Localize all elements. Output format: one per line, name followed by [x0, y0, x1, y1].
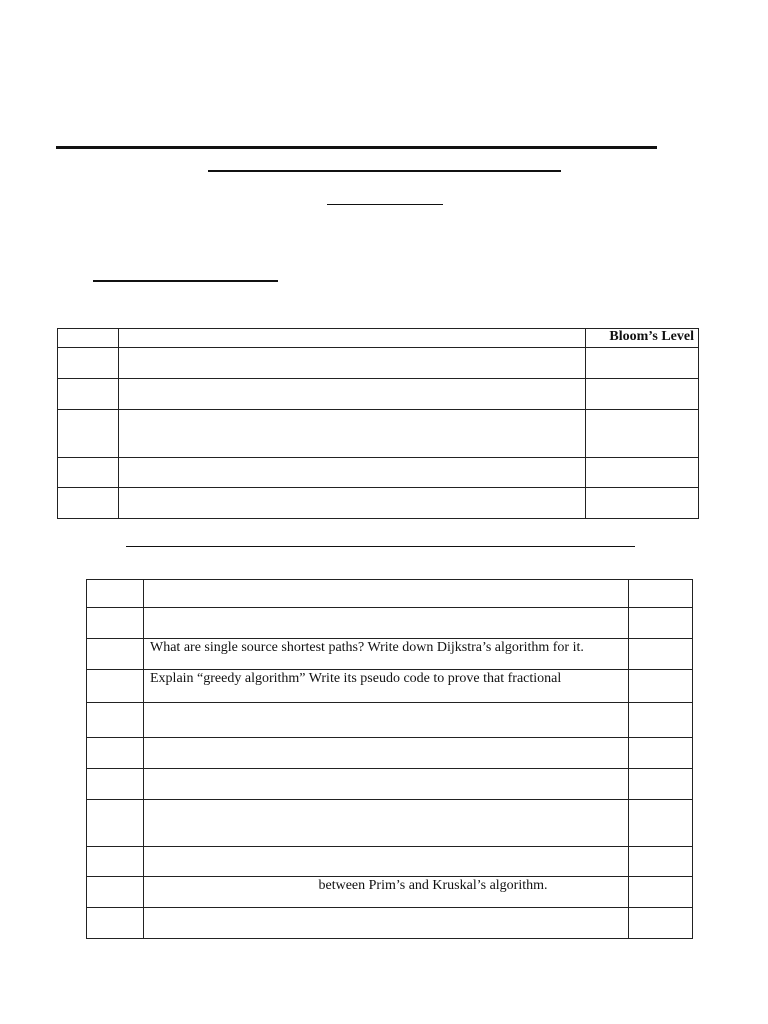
table-row [87, 769, 693, 800]
table-row [58, 410, 699, 458]
question-text-line: Explain “greedy algorithm” Write its pseudo code to prove that fractional [150, 671, 562, 686]
header-question [119, 329, 586, 348]
table-row [58, 458, 699, 488]
blooms-level [629, 738, 693, 769]
section-divider-rule [126, 546, 635, 547]
question-number [58, 458, 119, 488]
blooms-level [629, 670, 693, 703]
table-row [87, 800, 693, 847]
question-number [87, 608, 144, 639]
blooms-level [629, 908, 693, 939]
header-blooms-level: Bloom’s Level [586, 329, 699, 348]
question-text [119, 458, 586, 488]
title-underline [208, 170, 561, 172]
table-row [87, 877, 693, 908]
question-text [119, 379, 586, 410]
subtitle-underline [327, 204, 443, 205]
blooms-level [586, 348, 699, 379]
table-row [87, 639, 693, 670]
blooms-level [629, 800, 693, 847]
question-number [87, 738, 144, 769]
question-text [119, 348, 586, 379]
question-text [144, 877, 629, 908]
question-number [58, 348, 119, 379]
question-number [58, 379, 119, 410]
header-question-number [58, 329, 119, 348]
blooms-level [629, 769, 693, 800]
blooms-level [586, 488, 699, 519]
blooms-level [629, 847, 693, 877]
question-text [144, 703, 629, 738]
question-number [58, 410, 119, 458]
section-a-table [57, 328, 699, 519]
blooms-level [629, 703, 693, 738]
question-text [144, 580, 629, 608]
question-number [87, 703, 144, 738]
blooms-level [629, 580, 693, 608]
blooms-level [586, 458, 699, 488]
question-text [144, 608, 629, 639]
section-b-table [86, 579, 693, 939]
question-number [87, 639, 144, 670]
question-text [119, 410, 586, 458]
question-text [144, 769, 629, 800]
table-row [58, 488, 699, 519]
question-number [58, 488, 119, 519]
question-text [144, 639, 629, 670]
table-row [87, 580, 693, 608]
table-row [87, 847, 693, 877]
question-text [144, 670, 629, 703]
table-row [58, 348, 699, 379]
blooms-level [629, 639, 693, 670]
table-row [87, 608, 693, 639]
table-row [58, 379, 699, 410]
blooms-level [629, 608, 693, 639]
question-number [87, 877, 144, 908]
question-number [87, 580, 144, 608]
blooms-level [586, 379, 699, 410]
question-text [144, 908, 629, 939]
question-number [87, 847, 144, 877]
question-text [144, 738, 629, 769]
blooms-level [586, 410, 699, 458]
table-row [87, 908, 693, 939]
table-row [87, 738, 693, 769]
question-text-line: between Prim’s and Kruskal’s algorithm. [318, 878, 548, 893]
question-number [87, 769, 144, 800]
header-rule [56, 146, 657, 149]
section-heading-underline [93, 280, 278, 282]
question-text [144, 800, 629, 847]
blooms-level [629, 877, 693, 908]
question-text [119, 488, 586, 519]
question-number [87, 670, 144, 703]
question-number [87, 800, 144, 847]
table-row [87, 670, 693, 703]
question-text-line: What are single source shortest paths? Write down Dijkstra’s algorithm for it. [150, 640, 584, 655]
table-header-row [58, 329, 699, 348]
question-number [87, 908, 144, 939]
table-row [87, 703, 693, 738]
question-text [144, 847, 629, 877]
